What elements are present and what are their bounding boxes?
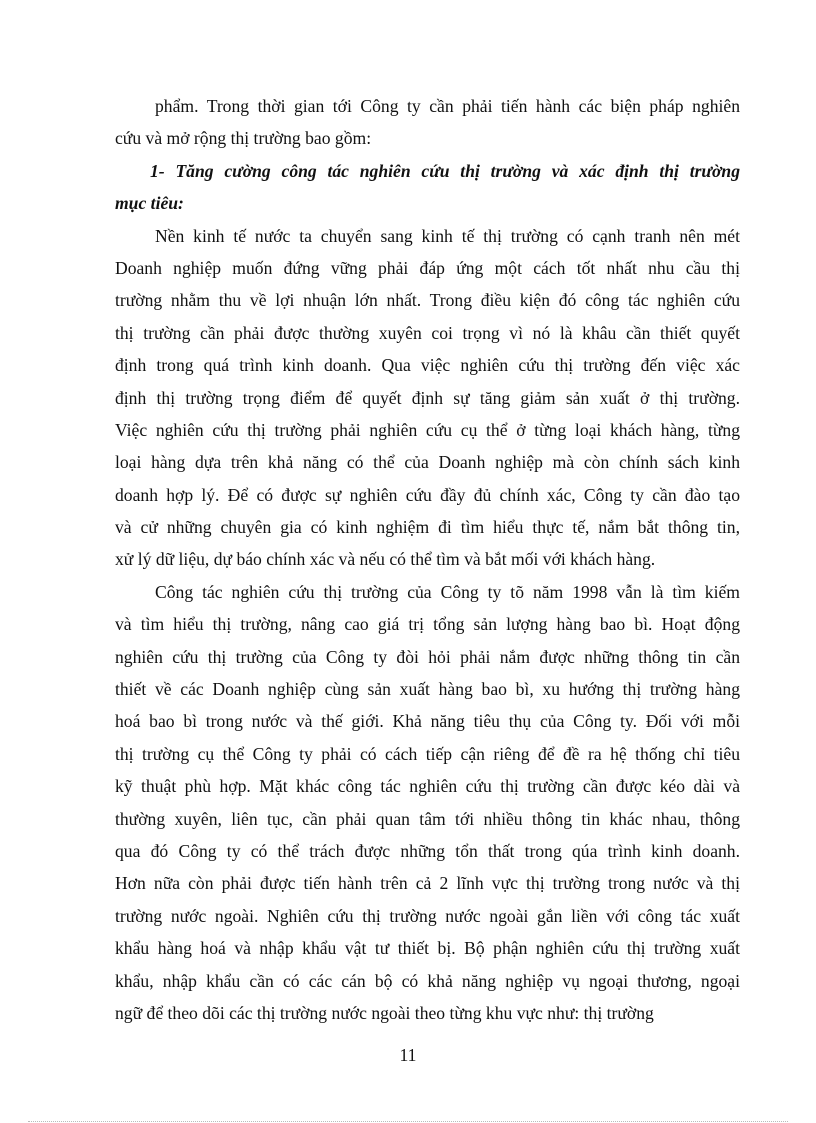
text-line: cứu và mở rộng thị trường bao gồm:: [115, 128, 372, 149]
text-line: Việc nghiên cứu thị trường phải nghiên cứu cụ thể ở từng loại khách hàng, từng: [115, 419, 740, 440]
text-line: định trong quá trình kinh doanh. Qua việc nghiên cứu thị trường đến việc xác: [115, 355, 740, 376]
page-number: 11: [399, 1045, 417, 1065]
text-line: Nền kinh tế nước ta chuyển sang kinh tế thị trường có cạnh tranh nên mét: [155, 225, 740, 246]
text-line: nghiên cứu thị trường của Công ty đòi hỏi phải nắm được những thông tin cần: [115, 646, 740, 667]
text-line: và tìm hiểu thị trường, nâng cao giá trị tổng sản lượng hàng bao bì. Hoạt động: [115, 614, 740, 635]
page-bottom-divider: [28, 1121, 788, 1122]
text-line: và cử những chuyên gia có kinh nghiệm đi tìm hiểu thực tế, nắm bắt thông tin,: [115, 517, 740, 538]
text-line: Doanh nghiệp muốn đứng vững phải đáp ứng một cách tốt nhất nhu cầu thị: [115, 257, 740, 278]
text-line: khẩu hàng hoá và nhập khẩu vật tư thiết bị. Bộ phận nghiên cứu thị trường xuất: [115, 938, 740, 959]
text-line: xử lý dữ liệu, dự báo chính xác và nếu có thể tìm và bắt mối với khách hàng.: [115, 549, 656, 570]
text-line: kỹ thuật phù hợp. Mặt khác công tác nghiên cứu thị trường cần được kéo dài và: [115, 776, 740, 797]
text-line: thị trường cụ thể Công ty phải có cách tiếp cận riêng để đề ra hệ thống chỉ tiêu: [115, 743, 740, 764]
text-line: qua đó Công ty có thể trách được những tổn thất trong qúa trình kinh doanh.: [115, 840, 740, 861]
text-line: loại hàng dựa trên khả năng có thể của Doanh nghiệp mà còn chính sách kinh: [115, 452, 740, 473]
text-line: trường nước ngoài. Nghiên cứu thị trường nước ngoài gắn liền với công tác xuất: [115, 905, 740, 926]
text-line: thường xuyên, liên tục, cần phải quan tâm tới nhiều thông tin khác nhau, thông: [115, 808, 740, 829]
text-line: trường nhằm thu về lợi nhuận lớn nhất. Trong điều kiện đó công tác nghiên cứu: [115, 290, 740, 311]
text-line: Công tác nghiên cứu thị trường của Công ty tõ năm 1998 vẫn là tìm kiếm: [155, 581, 740, 602]
text-line: hoá bao bì trong nước và thế giới. Khả năng tiêu thụ của Công ty. Đối với mỗi: [115, 711, 740, 732]
text-line: phẩm. Trong thời gian tới Công ty cần phải tiến hành các biện pháp nghiên: [155, 96, 740, 116]
text-line: khẩu, nhập khẩu cần có các cán bộ có khả năng nghiệp vụ ngoại thương, ngoại: [115, 970, 740, 991]
text-line: ngữ để theo dõi các thị trường nước ngoài theo từng khu vực như: thị trường: [115, 1002, 654, 1023]
text-line: doanh hợp lý. Để có được sự nghiên cứu đầy đủ chính xác, Công ty cần đào tạo: [115, 484, 740, 505]
section-heading: mục tiêu:: [115, 193, 184, 214]
document-body: [115, 90, 740, 1029]
text-line: thị trường cần phải được thường xuyên coi trọng vì nó là khâu cần thiết quyết: [115, 322, 740, 343]
text-line: Hơn nữa còn phải được tiến hành trên cả 2 lĩnh vực thị trường trong nước và thị: [115, 873, 740, 894]
text-line: thiết về các Doanh nghiệp cùng sản xuất hàng bao bì, xu hướng thị trường hàng: [115, 679, 740, 700]
text-line: định thị trường trọng điểm để quyết định sự tăng giảm sản xuất ở thị trường.: [115, 387, 740, 408]
section-heading: 1- Tăng cường công tác nghiên cứu thị trường và xác định thị trường: [150, 160, 740, 181]
